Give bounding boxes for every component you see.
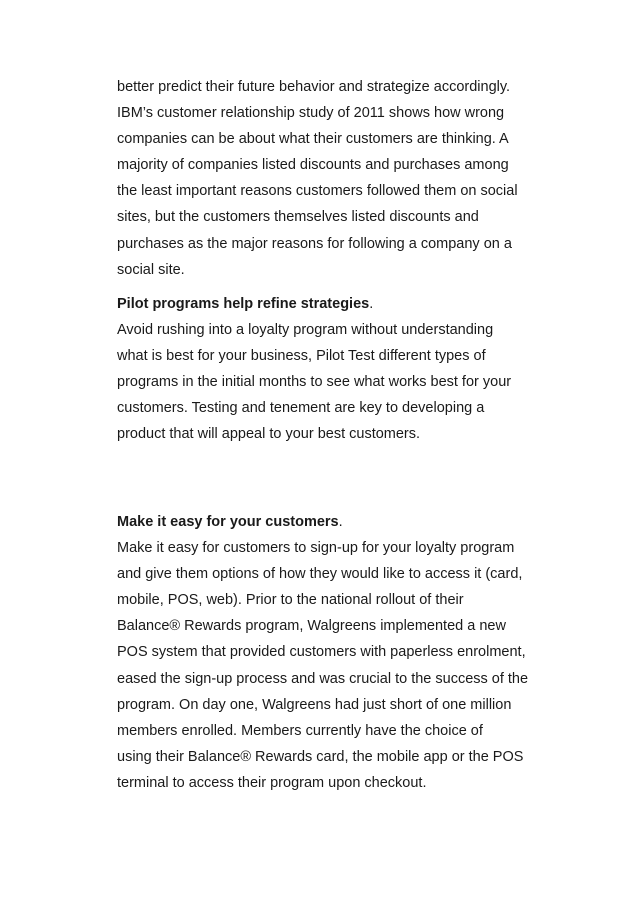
paragraph-line: mobile, POS, web). Prior to the national rollout of their: [117, 592, 464, 609]
paragraph-line: terminal to access their program upon checkout.: [117, 774, 427, 791]
paragraph-line: eased the sign-up process and was crucial to the success of the: [117, 670, 529, 687]
paragraph-line: Balance® Rewards program, Walgreens implemented a new: [117, 618, 506, 635]
paragraph-line: better predict their future behavior and strategize accordingly.: [117, 79, 511, 95]
paragraph-line: members enrolled. Members currently have the choice of: [117, 722, 483, 739]
paragraph-line: what is best for your business, Pilot Test different types of: [117, 348, 486, 365]
section-heading-text: Make it easy for your customers: [117, 514, 339, 530]
paragraph-line: social site.: [117, 261, 185, 278]
paragraph-line: program. On day one, Walgreens had just short of one million: [117, 696, 512, 713]
paragraph-line: customers. Testing and tenement are key to developing a: [117, 400, 485, 417]
section-heading-text: Pilot programs help refine strategies: [117, 296, 370, 312]
paragraph-line: the least important reasons customers followed them on social: [117, 183, 518, 200]
paragraph-line: majority of companies listed discounts and purchases among: [117, 157, 509, 174]
paragraph-line: sites, but the customers themselves listed discounts and: [117, 209, 479, 226]
section-heading-period: .: [369, 296, 374, 312]
paragraph-line: Avoid rushing into a loyalty program without understanding: [117, 322, 494, 339]
paragraph-line: and give them options of how they would like to access it (card,: [117, 566, 523, 583]
paragraph-line: POS system that provided customers with paperless enrolment,: [117, 644, 526, 661]
paragraph-line: using their Balance® Rewards card, the mobile app or the POS: [117, 748, 524, 765]
paragraph-line: programs in the initial months to see what works best for your: [117, 374, 512, 391]
paragraph-line: IBM’s customer relationship study of 2011 shows how wrong: [117, 105, 505, 122]
section-heading: [117, 291, 577, 317]
paragraph-line: purchases as the major reasons for following a company on a: [117, 235, 512, 252]
paragraph-line: companies can be about what their customers are thinking. A: [117, 131, 509, 148]
paragraph-line: product that will appeal to your best customers.: [117, 426, 421, 443]
make-it-easy-section: [117, 509, 577, 796]
section-heading-period: .: [338, 514, 343, 530]
paragraph-line: Make it easy for customers to sign-up for your loyalty program: [117, 540, 515, 557]
section-heading: [117, 509, 577, 535]
intro-paragraph: [117, 74, 577, 283]
pilot-programs-section: [117, 291, 577, 448]
